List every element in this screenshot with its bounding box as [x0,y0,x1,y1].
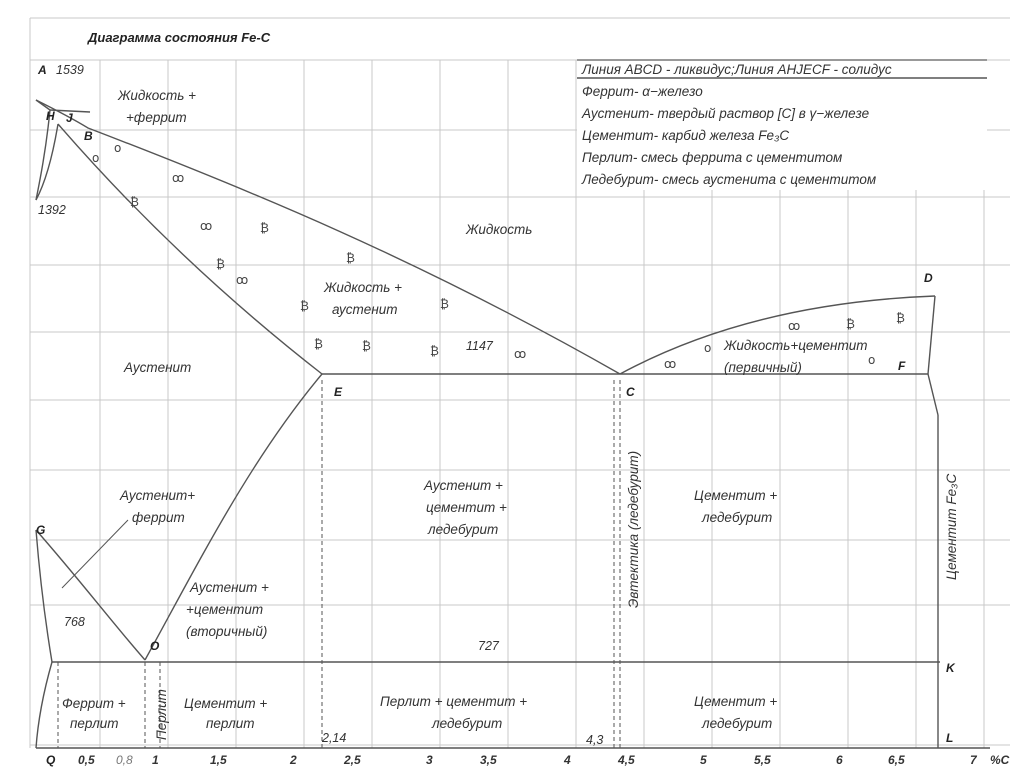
crystal-glyph: ꝏ [788,319,801,333]
x-tick-5: 5 [700,753,707,767]
x-tick-4-5: 4,5 [618,753,635,767]
crystal-glyph: ₿ [130,195,139,209]
crystal-glyph: ₿ [362,339,371,353]
legend-header: Линия ABCD - ликвидус;Линия AHJECF - солидус [582,62,892,77]
line-pq [36,662,52,748]
crystal-glyph: ꝏ [514,347,527,361]
region-liquid-austenite-2: аустенит [332,302,398,317]
crystal-glyph: ꝏ [664,357,677,371]
region-cem-pearlite-1: Цементит + [184,696,268,711]
region-aus-ledeb-2: цементит + [426,500,507,515]
x-tick-6: 6 [836,753,843,767]
temp-727: 727 [478,639,499,653]
region-pearl-cem-ledeb-1: Перлит + цементит + [380,694,528,709]
legend-box [577,60,987,190]
region-austenite-ferrite-2: феррит [132,510,185,525]
x-tick-4: 4 [564,753,571,767]
x-tick-6-5: 6,5 [888,753,905,767]
temp-1147: 1147 [466,339,493,353]
temp-1539: 1539 [56,63,84,77]
line-768-pointer [62,520,128,588]
conc-2-14: 2,14 [322,731,347,745]
dashed-lines [58,380,620,748]
legend-item-ferrite: Феррит- α−железо [582,84,703,99]
x-tick-2-5: 2,5 [344,753,361,767]
x-tick-3-5: 3,5 [480,753,497,767]
region-ferrite-pearlite-1: Феррит + [62,696,126,711]
diagram-title: Диаграмма состояния Fe-C [88,30,271,45]
x-tick-3: 3 [426,753,433,767]
crystal-glyph: ₿ [896,311,905,325]
x-axis-ticks [78,753,1010,767]
line-h-n [36,110,50,200]
crystal-glyph: o [704,341,712,355]
region-cem-ledeb-upper-2: ледебурит [702,510,773,525]
line-fk [928,374,938,415]
point-e: E [334,385,343,399]
crystal-glyph: o [114,141,122,155]
x-tick-5-5: 5,5 [754,753,771,767]
region-aus-cem-secondary-1: Аустенит + [190,580,269,595]
crystal-glyph: ₿ [216,257,225,271]
crystal-glyph: ꝏ [200,219,213,233]
point-d: D [924,271,933,285]
region-pearl-cem-ledeb-2: ледебурит [432,716,503,731]
region-liquid-ferrite-1: Жидкость + [118,88,196,103]
x-tick-7: 7 [970,753,977,767]
region-cem-pearlite-2: перлит [206,716,255,731]
region-cem-ledeb-upper-1: Цементит + [694,488,778,503]
point-j: J [66,111,73,125]
region-aus-ledeb-3: ледебурит [428,522,499,537]
point-h: H [46,109,55,123]
region-cem-ledeb-lower-1: Цементит + [694,694,778,709]
crystal-glyph: o [868,353,876,367]
crystal-glyph: ₿ [300,299,309,313]
legend-item-pearlite: Перлит- смесь феррита с цементитом [582,150,843,165]
region-aus-cem-secondary-2: +цементит [186,602,264,617]
region-cem-ledeb-lower-2: ледебурит [702,716,773,731]
region-liquid-cementite-2: (первичный) [724,360,802,375]
x-tick-0-5: 0,5 [78,753,95,767]
temp-1392: 1392 [38,203,66,217]
region-liquid-ferrite-2: +феррит [126,110,187,125]
temp-768: 768 [64,615,85,629]
region-austenite: Аустенит [124,360,192,375]
point-g: G [36,523,46,537]
crystal-glyph: ꝏ [172,171,185,185]
point-f: F [898,359,906,373]
point-q: Q [46,753,56,767]
region-eutectic-vertical: Эвтектика (ледебурит) [626,450,641,608]
crystal-glyph: ₿ [314,337,323,351]
region-liquid: Жидкость [466,222,533,237]
crystal-glyph: ₿ [346,251,355,265]
region-liquid-austenite-1: Жидкость + [324,280,402,295]
line-g-s [36,530,145,660]
point-o: O [150,639,160,653]
point-a: A [38,63,47,77]
region-ferrite-pearlite-2: перлит [70,716,119,731]
point-b: B [84,129,93,143]
x-tick-0-8: 0,8 [116,753,133,767]
region-cementite-fe3c-vertical: Цементит Fe₃C [944,473,959,580]
line-df [928,296,935,374]
region-liquid-cementite-1: Жидкость+цементит [724,338,868,353]
crystal-glyph: ꝏ [236,273,249,287]
crystal-glyph: ₿ [440,297,449,311]
x-axis-unit: %C [990,753,1010,767]
line-g-p [36,530,52,662]
conc-4-3: 4,3 [586,733,604,747]
region-austenite-ferrite-1: Аустенит+ [120,488,196,503]
region-pearlite-vertical: Перлит [154,689,169,740]
crystal-glyph: ₿ [260,221,269,235]
point-l: L [946,731,954,745]
region-aus-cem-secondary-3: (вторичный) [186,624,268,639]
legend-item-ledeburite: Ледебурит- смесь аустенита с цементитом [582,172,877,187]
x-tick-1: 1 [152,753,159,767]
legend-item-cementite: Цементит- карбид железа Fe₃C [582,128,790,143]
crystal-glyph: o [92,151,100,165]
legend-item-austenite: Аустенит- твердый раствор [C] в γ−железе [582,106,870,121]
temperature-labels [38,63,603,747]
crystal-glyph: ₿ [846,317,855,331]
liquidus-abc [36,100,620,374]
point-k: K [946,661,955,675]
region-aus-ledeb-1: Аустенит + [424,478,503,493]
point-c: C [626,385,635,399]
x-tick-1-5: 1,5 [210,753,227,767]
x-tick-2: 2 [290,753,297,767]
crystal-glyph: ₿ [430,344,439,358]
